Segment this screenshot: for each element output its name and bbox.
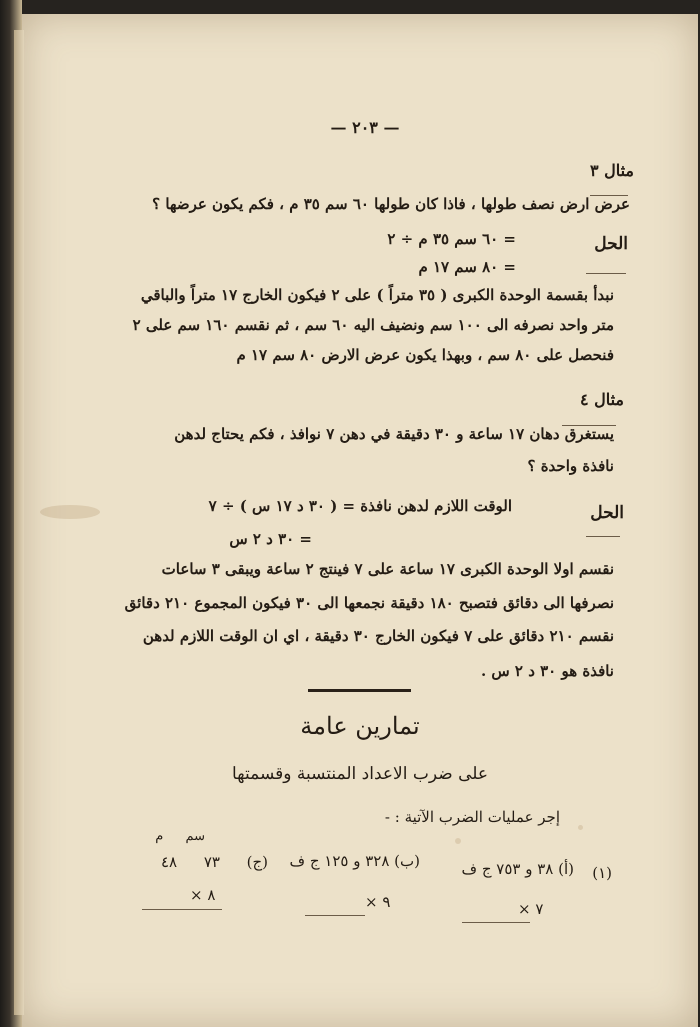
example-4-explanation-line: نقسم اولا الوحدة الكبرى ١٧ ساعة على ٧ فينتج ٢ ساعة ويبقى ٣ ساعات: [161, 560, 614, 578]
example-4-explanation-line: نقسم ٢١٠ دقائق على ٧ فيكون الخارج ٣٠ دقيقة ، اي ان الوقت اللازم لدهن: [142, 627, 614, 645]
example-4-step-2: = ٣٠ د ٢ س: [229, 530, 312, 548]
page-stain: [40, 505, 100, 519]
exercises-subheading: على ضرب الاعداد المنتسبة وقسمتها: [231, 764, 489, 784]
example-4-title: مثال ٤: [579, 390, 624, 409]
problem-1-part-b: (ب) ٣٢٨ و ١٢٥ ج ف: [289, 852, 420, 870]
problem-1-result-rule-c: [142, 909, 222, 910]
section-divider: [308, 689, 411, 692]
example-4-question-line: نافذة واحدة ؟: [527, 457, 614, 475]
example-4-explanation-line: نافذة هو ٣٠ د ٢ س .: [480, 662, 614, 680]
exercises-heading: تمارين عامة: [300, 712, 420, 740]
page-stain: [578, 825, 583, 830]
problem-1-part-a: (أ) ٣٨ و ٧٥٣ ج ف: [461, 860, 574, 878]
example-3-solution-label: الحل: [594, 234, 628, 254]
example-4-explanation-line: نصرفها الى دقائق فتصبح ١٨٠ دقيقة نجمعها الى ٣٠ فيكون المجموع ٢١٠ دقائق: [124, 594, 614, 612]
exercises-instruction: إجر عمليات الضرب الآتية : -: [384, 808, 560, 826]
example-3-solution-rule: [586, 273, 626, 274]
page-stain: [455, 838, 461, 844]
problem-1-result-rule-a: [462, 922, 530, 923]
example-3-step-2: = ٨٠ سم ١٧ م: [418, 258, 516, 276]
example-3-step-1: = ٦٠ سم ٣٥ م ÷ ٢: [387, 230, 516, 248]
problem-1-part-c-values: ٧٣ ٤٨: [160, 853, 220, 871]
problem-1-part-c-units: سم م: [155, 829, 205, 844]
example-3-explanation-line: فنحصل على ٨٠ سم ، وبهذا يكون عرض الارض ٨٠ سم ١٧ م: [236, 346, 614, 364]
example-3-explanation-line: متر واحد نصرفه الى ١٠٠ سم ونضيف اليه ٦٠ سم ، ثم نقسم ١٦٠ سم على ٢: [132, 316, 614, 334]
example-4-step-1: الوقت اللازم لدهن نافذة = ( ٣٠ د ١٧ س ) ÷ ٧: [208, 497, 512, 515]
problem-1-part-c: (ج): [246, 853, 268, 871]
example-4-question-line: يستغرق دهان ١٧ ساعة و ٣٠ دقيقة في دهن ٧ نوافذ ، فكم يحتاج لدهن: [174, 425, 614, 443]
problem-1-multiplier-c: × ٨: [190, 886, 216, 904]
example-3-explanation-line: نبدأ بقسمة الوحدة الكبرى ( ٣٥ متراً ) على ٢ فيكون الخارج ١٧ متراً والباقي: [140, 286, 614, 304]
problem-1-result-rule-b: [305, 915, 365, 916]
example-3-title: مثال ٣: [589, 161, 634, 180]
example-3-question: عرض ارض نصف طولها ، فاذا كان طولها ٦٠ سم ٣٥ م ، فكم يكون عرضها ؟: [152, 195, 630, 213]
example-4-solution-label: الحل: [590, 503, 624, 523]
problem-1-multiplier-b: × ٩: [365, 893, 391, 911]
problem-1-multiplier-a: × ٧: [518, 900, 544, 918]
example-4-solution-rule: [586, 536, 620, 537]
page-gutter: [14, 30, 24, 1015]
problem-1-number: (١): [592, 864, 612, 882]
page-number: — ٢٠٣ —: [330, 118, 400, 137]
